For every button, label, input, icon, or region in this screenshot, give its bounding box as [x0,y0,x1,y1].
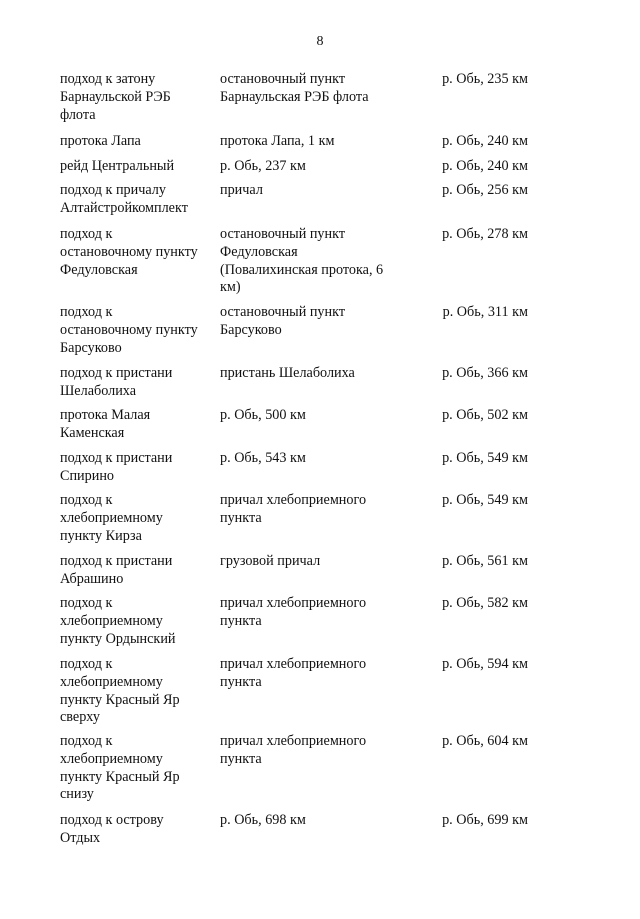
point-cell: р. Обь, 698 км [220,812,306,828]
point-cell: р. Обь, 500 км [220,407,306,423]
page-number: 8 [316,34,324,49]
location-cell: р. Обь, 502 км [442,407,528,423]
location-cell: р. Обь, 278 км [442,226,528,242]
location-cell: р. Обь, 549 км [442,450,528,466]
approach-cell: подход к хлебоприемному пункту Красный Яр сверху [60,656,180,726]
table-row [0,182,640,226]
point-cell: причал хлебоприемного пункта [220,595,367,629]
approach-cell: подход к остановочному пункту Барсуково [60,304,198,356]
table-row [0,158,640,182]
table-row [0,226,640,304]
location-cell: р. Обь, 240 км [442,133,528,149]
location-cell: р. Обь, 604 км [442,733,528,749]
table-row [0,733,640,812]
point-cell: протока Лапа, 1 км [220,133,335,149]
point-cell: причал хлебоприемного пункта [220,733,367,767]
table-row [0,450,640,492]
point-cell: причал [220,182,263,198]
table-row [0,304,640,365]
location-cell: р. Обь, 561 км [442,553,528,569]
location-cell: р. Обь, 699 км [442,812,528,828]
table-row [0,656,640,733]
approach-cell: подход к хлебоприемному пункту Красный Яр снизу [60,733,180,803]
approach-cell: подход к хлебоприемному пункту Кирза [60,492,163,544]
point-cell: остановочный пункт Барнаульская РЭБ флота [220,71,369,105]
location-cell: р. Обь, 311 км [442,304,528,320]
location-cell: р. Обь, 240 км [442,158,528,174]
location-cell: р. Обь, 549 км [442,492,528,508]
location-cell: р. Обь, 256 км [442,182,528,198]
location-cell: р. Обь, 582 км [442,595,528,611]
approach-cell: протока Малая Каменская [60,407,151,441]
approach-cell: подход к пристани Шелаболиха [60,365,173,399]
table-row [0,365,640,407]
table-row [0,492,640,553]
table-row [0,133,640,158]
point-cell: остановочный пункт Барсуково [220,304,346,338]
approach-cell: подход к причалу Алтайстройкомплект [60,182,188,216]
point-cell: р. Обь, 543 км [220,450,306,466]
approach-cell: подход к остановочному пункту Федуловская [60,226,198,278]
location-cell: р. Обь, 366 км [442,365,528,381]
point-cell: грузовой причал [220,553,321,569]
approach-cell: подход к острову Отдых [60,812,164,846]
location-cell: р. Обь, 594 км [442,656,528,672]
table-row [0,407,640,450]
approach-cell: подход к хлебоприемному пункту Ордынский [60,595,176,647]
table-row [0,71,640,133]
point-cell: остановочный пункт Федуловская (Повалихинская протока, 6 км) [220,226,384,296]
table-row [0,595,640,656]
point-cell: причал хлебоприемного пункта [220,492,367,526]
point-cell: причал хлебоприемного пункта [220,656,367,690]
approach-cell: подход к пристани Спирино [60,450,173,484]
table-row [0,553,640,595]
point-cell: пристань Шелаболиха [220,365,355,381]
point-cell: р. Обь, 237 км [220,158,306,174]
approach-cell: подход к пристани Абрашино [60,553,173,587]
approach-cell: протока Лапа [60,133,141,149]
approach-cell: подход к затону Барнаульской РЭБ флота [60,71,171,123]
approach-cell: рейд Центральный [60,158,175,174]
route-table [0,71,640,852]
location-cell: р. Обь, 235 км [442,71,528,87]
table-row [0,812,640,852]
